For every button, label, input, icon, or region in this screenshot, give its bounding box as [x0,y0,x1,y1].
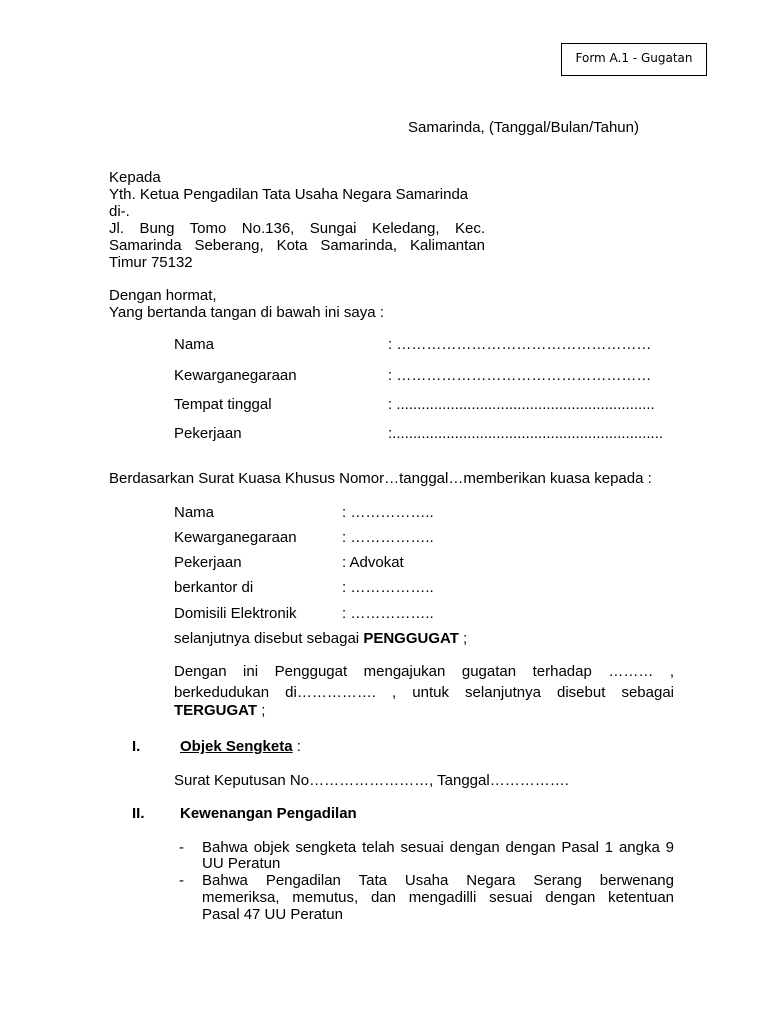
bullet-dash: - [179,872,184,889]
plaintiff-suffix: ; [458,630,468,647]
place-date: Samarinda, (Tanggal/Bulan/Tahun) [408,119,639,136]
recipient-address-line2: Samarinda Seberang, Kota Samarinda, Kalimantan [109,237,485,254]
field-label: Pekerjaan [174,425,242,442]
section-title [180,738,301,755]
section-title-suffix: : [292,738,301,755]
field-value: : Advokat [342,554,404,571]
bullet-line: UU Peratun [202,855,281,872]
plaintiff-prefix: selanjutnya disebut sebagai [174,630,364,647]
field-label: Nama [174,336,215,353]
field-label: Nama [174,504,215,521]
field-value: :................................................................. [388,425,664,442]
lawsuit-line3 [174,702,265,719]
plaintiff-line [174,630,467,647]
field-value: : …………………………………………… [388,367,652,384]
field-label: Pekerjaan [174,554,242,571]
recipient-di: di-. [109,203,130,220]
recipient-address-line3: Timur 75132 [109,254,193,271]
bullet-dash: - [179,839,184,856]
bullet-line: Bahwa objek sengketa telah sesuai dengan dengan Pasal 1 angka 9 [202,839,674,856]
section-number: II. [132,805,145,822]
section-number: I. [132,738,141,755]
field-value: : …………….. [342,529,434,546]
bullet-line: memeriksa, memutus, dan mengadilli sesuai dengan ketentuan [202,889,674,906]
field-value: : …………………………………………… [388,336,652,353]
recipient-yth: Yth. Ketua Pengadilan Tata Usaha Negara Samarinda [109,186,469,203]
field-label: Kewarganegaraan [174,367,297,384]
form-label: Form A.1 - Gugatan [575,51,693,65]
field-label: Domisili Elektronik [174,605,297,622]
defendant-suffix: ; [257,702,266,719]
recipient-address-line1: Jl. Bung Tomo No.136, Sungai Keledang, Kec. [109,220,485,237]
lawsuit-line1: Dengan ini Penggugat mengajukan gugatan terhadap ……… , [174,663,674,680]
intro-text: Yang bertanda tangan di bawah ini saya : [109,304,384,321]
field-label: berkantor di [174,579,254,596]
plaintiff-term: PENGGUGAT [363,630,459,647]
greeting: Dengan hormat, [109,287,217,304]
field-value: : …………….. [342,579,434,596]
field-value: : …………….. [342,605,434,622]
field-value: : …………….. [342,504,434,521]
form-label-box [561,43,707,76]
power-of-attorney-text: Berdasarkan Surat Kuasa Khusus Nomor…tanggal…memberikan kuasa kepada : [109,470,652,487]
field-label: Tempat tinggal [174,396,272,413]
section-body: Surat Keputusan No……………………, Tanggal……………. [174,772,569,789]
recipient-kepada: Kepada [109,169,161,186]
bullet-line: Pasal 47 UU Peratun [202,906,343,923]
defendant-term: TERGUGAT [174,702,258,719]
section-title: Kewenangan Pengadilan [180,805,357,822]
section-title-text: Objek Sengketa [180,738,293,755]
field-value: : .............................................................. [388,396,655,413]
bullet-line: Bahwa Pengadilan Tata Usaha Negara Serang berwenang [202,872,674,889]
field-label: Kewarganegaraan [174,529,297,546]
lawsuit-line2: berkedudukan di……………. , untuk selanjutnya disebut sebagai [174,684,674,701]
